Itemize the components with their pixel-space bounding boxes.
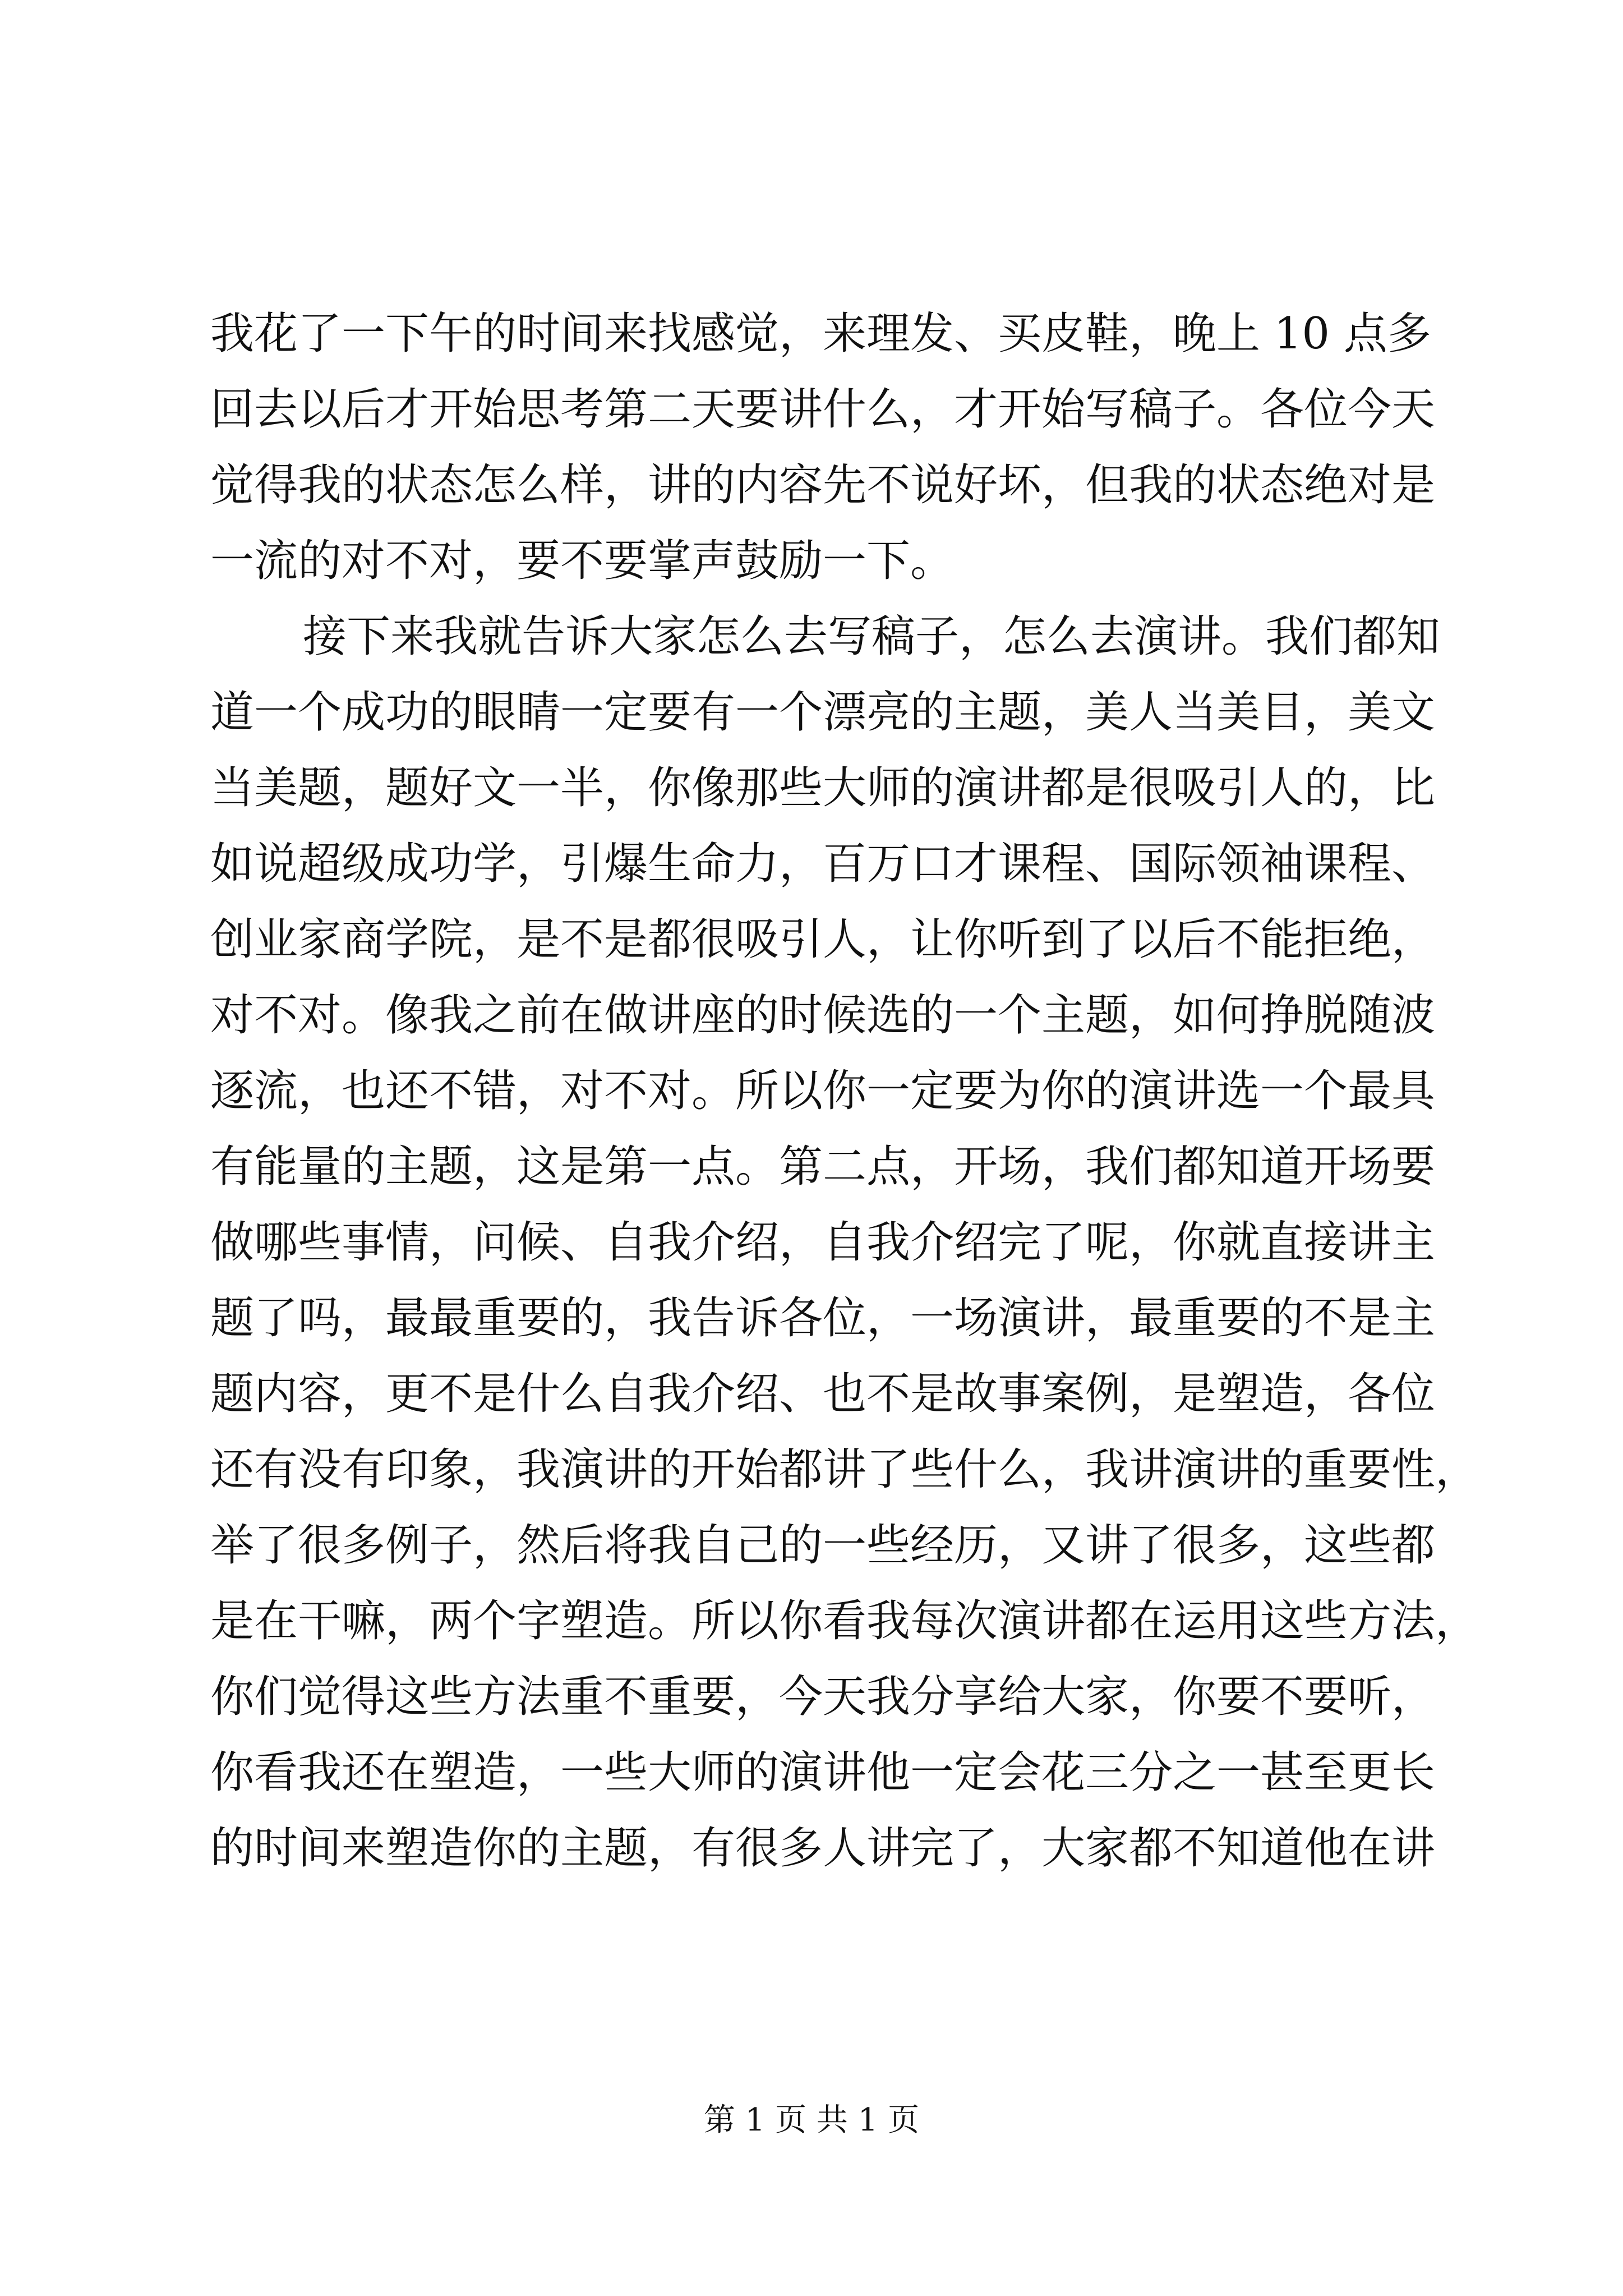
text-line-6: 道一个成功的眼睛一定要有一个漂亮的主题，美人当美目，美文 [210,687,1436,738]
text-line-13: 做哪些事情，问候、自我介绍，自我介绍完了呢，你就直接讲主 [210,1217,1436,1268]
text-line-3: 觉得我的状态怎么样，讲的内容先不说好坏，但我的状态绝对是 [210,460,1436,510]
text-line-17: 举了很多例子，然后将我自己的一些经历，又讲了很多，这些都 [210,1520,1436,1571]
text-line-12: 有能量的主题，这是第一点。第二点，开场，我们都知道开场要 [210,1142,1436,1192]
text-line-1: 我花了一下午的时间来找感觉，来理发、买皮鞋，晚上 10 点多 [210,309,1431,359]
text-line-5: 接下来我就告诉大家怎么去写稿子，怎么去演讲。我们都知 [303,611,1441,662]
text-line-20: 你看我还在塑造，一些大师的演讲他一定会花三分之一甚至更长 [210,1747,1436,1798]
text-line-7: 当美题，题好文一半，你像那些大师的演讲都是很吸引人的，比 [210,763,1436,813]
text-line-18: 是在干嘛，两个字塑造。所以你看我每次演讲都在运用这些方法， [210,1596,1479,1646]
text-line-9: 创业家商学院，是不是都很吸引人，让你听到了以后不能拒绝， [210,914,1436,965]
text-line-19: 你们觉得这些方法重不重要，今天我分享给大家，你要不要听， [210,1672,1436,1722]
text-line-16: 还有没有印象，我演讲的开始都讲了些什么，我讲演讲的重要性， [210,1444,1479,1495]
page-footer: 第 1 页 共 1 页 [703,2102,920,2138]
text-line-11: 逐流，也还不错，对不对。所以你一定要为你的演讲选一个最具 [210,1066,1436,1116]
text-line-15: 题内容，更不是什么自我介绍、也不是故事案例，是塑造，各位 [210,1369,1436,1419]
text-line-21: 的时间来塑造你的主题，有很多人讲完了，大家都不知道他在讲 [210,1823,1436,1874]
text-line-10: 对不对。像我之前在做讲座的时候选的一个主题，如何挣脱随波 [210,990,1436,1041]
text-line-14: 题了吗，最最重要的，我告诉各位，一场演讲，最重要的不是主 [210,1293,1436,1343]
text-line-2: 回去以后才开始思考第二天要讲什么，才开始写稿子。各位今天 [210,384,1436,435]
text-line-4: 一流的对不对，要不要掌声鼓励一下。 [210,536,955,586]
text-line-8: 如说超级成功学，引爆生命力，百万口才课程、国际领袖课程、 [210,839,1436,889]
